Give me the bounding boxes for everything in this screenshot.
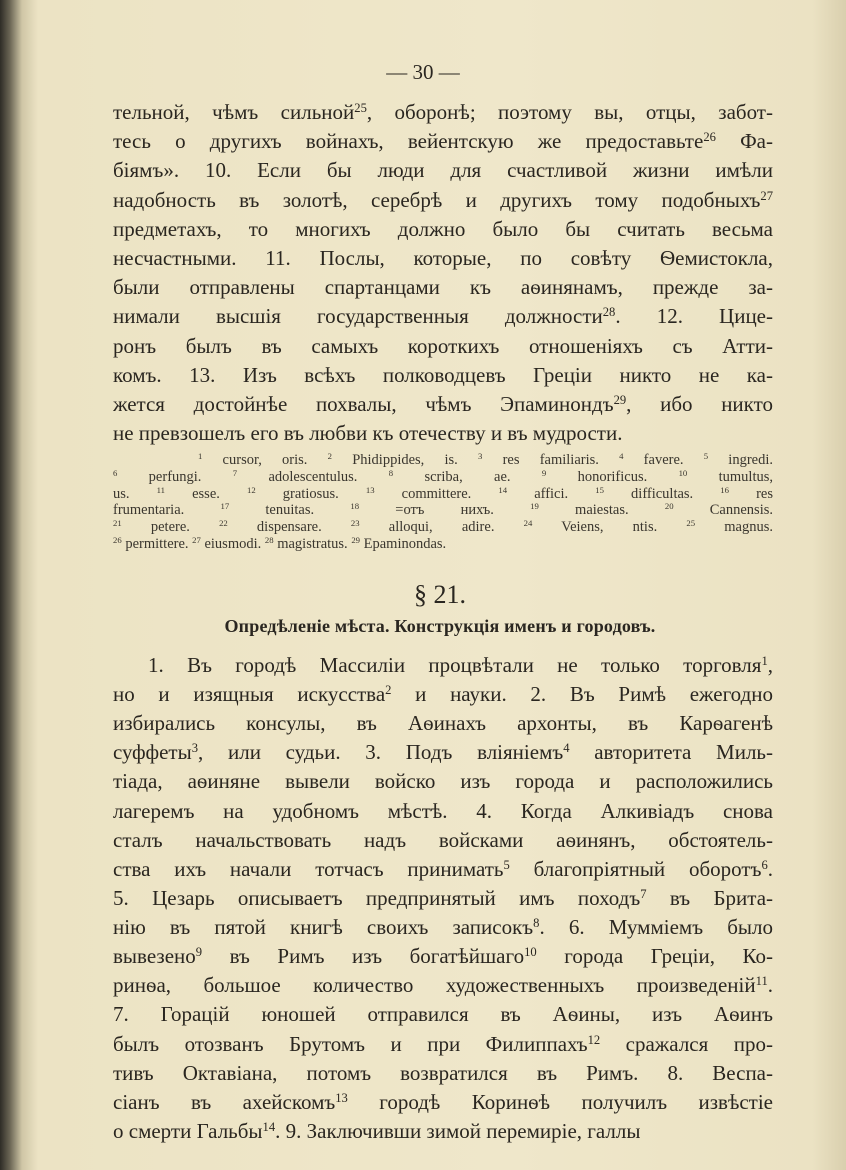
text-run: affici. [507,485,596,502]
text-run: комъ. 13. Изъ всѣхъ полководцевъ Греціи никто не ка- [113,362,773,387]
text-line [113,855,773,883]
text-run: . 9. Заключивши зимой перемиріе, галлы [275,1118,641,1143]
footnote-ref: 12 [246,484,256,495]
text-run: tenuitas. [229,502,351,519]
text-run: тіада, аѳиняне вывели войско изъ города и расположились [113,769,773,794]
footnote-ref: 21 [113,518,122,529]
footnote-line [113,535,773,553]
text-run: res familiaris. [482,452,620,468]
footnote-ref: 13 [335,1090,348,1105]
text-line [113,244,773,272]
text-run: тивъ Октавіана, потомъ возвратился въ Римъ. 8. Веспа- [113,1060,773,1085]
text-run: надобность въ золотѣ, серебрѣ и другихъ тому подобныхъ [113,187,761,212]
text-run: us. [113,485,157,502]
footnote-line [113,501,773,519]
text-run: сіанъ въ ахейскомъ [113,1089,336,1114]
text-run: cursor, oris. [202,452,328,468]
text-line [113,942,773,970]
text-run: , или судьи. 3. Подъ вліяніемъ [198,740,564,765]
footnote-ref: 12 [587,1032,601,1047]
text-run: . 12. Цице- [615,304,773,329]
text-run: былъ отозванъ Брутомъ и при Филиппахъ [113,1031,588,1056]
text-run: предметахъ, то многихъ должно было бы считать весьма [113,216,773,241]
text-run: committere. [374,485,499,502]
footnote-ref: 11 [755,974,768,989]
text-line [113,884,773,912]
footnote-ref: 28 [602,305,616,320]
text-run: tumultus, [687,468,773,485]
footnote-ref: 15 [595,484,604,495]
footnote-ref: 25 [354,101,367,116]
footnote-ref: 3 [191,741,199,756]
text-run: permittere. [121,536,193,552]
footnote-line [113,485,773,503]
text-run: лагеремъ на удобномъ мѣстѣ. 4. Когда Алкивіадъ снова [113,798,773,823]
text-line [113,1000,773,1028]
text-line [113,156,773,184]
footnote-ref: 18 [350,501,360,512]
text-run: favere. [623,452,704,468]
footnote-ref: 26 [703,130,716,145]
text-run: ринѳа, большое количество художественныхъ произведеній [113,973,756,998]
text-line [113,302,773,330]
footnote-ref: 22 [219,518,228,529]
text-run: были отправлены спартанцами къ аѳинянамъ, прежде за- [113,275,773,300]
text-line [113,215,773,243]
footnote-ref: 8 [388,468,394,479]
footnote-ref: 13 [365,484,375,495]
footnote-ref: 6 [761,857,768,872]
footnote-ref: 23 [350,518,360,529]
footnote-ref: 25 [686,518,696,529]
text-line [113,419,773,447]
text-run: dispensare. [227,519,351,536]
footnote-ref: 29 [613,393,627,408]
text-run: , [767,653,773,677]
footnote-ref: 29 [351,535,360,546]
text-run: но и изящныя искусства [113,682,386,707]
text-run: суффеты [113,740,192,765]
footnote-ref: 7 [640,887,647,902]
footnote-ref: 27 [192,535,201,546]
text-line [113,361,773,389]
footnote-ref: 27 [760,188,773,203]
text-line [113,797,773,825]
text-line [113,971,773,999]
text-line [113,738,773,766]
footnote-line [113,518,773,536]
text-run: ронъ былъ въ самыхъ короткихъ отношеніяхъ съ Атти- [113,333,773,358]
text-run: magnus. [695,519,773,536]
text-line [113,332,773,360]
text-run: и науки. 2. Въ Римѣ ежегодно [391,682,773,707]
text-run: 7. Горацій юношей отправился въ Аѳины, изъ Аѳинъ [113,1002,773,1027]
text-run: сражался про- [600,1031,773,1056]
text-run: petere. [121,519,220,536]
footnote-ref: 5 [503,857,510,872]
footnote-ref: 19 [530,501,539,512]
footnote-ref: 9 [541,468,547,479]
footnote-ref: 26 [113,535,122,546]
text-run: ства ихъ начали тотчасъ принимать [113,856,504,881]
text-run: alloqui, adire. [359,519,524,536]
text-run: въ Римъ изъ богатѣйшаго [202,944,525,969]
footnote-ref: 2 [327,451,332,462]
text-line [113,767,773,795]
text-run: сталъ начальствовать надъ войсками аѳинянъ, обстоятель- [113,827,773,852]
text-line [113,273,773,301]
footnote-ref: 20 [664,501,674,512]
footnote-ref: 1 [198,451,203,462]
text-line [113,98,773,126]
text-run: res [728,485,773,502]
text-line [113,913,773,941]
footnote-ref: 5 [703,451,709,462]
footnote-ref: 3 [478,451,483,462]
text-run: вывезено [113,944,196,969]
text-run: esse. [165,485,247,502]
text-run: авторитета Миль- [569,740,773,765]
text-run: нимали высшія государственныя должности [113,304,603,329]
text-run: не превзошелъ его въ любви къ отечеству и въ мудрости. [113,421,623,446]
text-line [113,127,773,155]
text-run: magistratus. [273,536,352,552]
text-run: города Греціи, Ко- [536,944,773,969]
text-run: ingredi. [708,452,773,468]
text-run: Cannensis. [673,502,773,519]
footnote-ref: 14 [498,484,508,495]
footnote-ref: 10 [524,945,537,960]
text-run: тельной, чѣмъ сильной [113,100,355,124]
footnote-ref: 28 [264,535,274,546]
footnote-ref: 8 [533,916,540,931]
footnote-ref: 6 [113,468,118,479]
text-run: 1. Въ городѣ Массиліи процвѣтали не только торговля [148,653,762,677]
footnote-ref: 7 [232,468,238,479]
text-run: нію въ пятой книгѣ своихъ записокъ [113,915,534,940]
text-run: о смерти Гальбы [113,1118,263,1143]
footnote-ref: 17 [220,501,230,512]
text-run: несчастными. 11. Послы, которые, по совѣту Ѳемистокла, [113,246,773,270]
text-run: =отъ нихъ. [359,502,531,519]
text-run: . 6. Мумміемъ было [539,915,773,940]
footnote-ref: 11 [156,484,165,495]
text-run: gratiosus. [255,485,366,502]
footnote-ref: 9 [195,945,203,960]
text-run: honorificus. [546,468,679,485]
text-line [113,1030,773,1058]
text-run: въ Брита- [646,885,773,910]
footnote-ref: 4 [619,451,624,462]
footnote-ref: 1 [761,654,768,669]
footnote-ref: 24 [523,518,533,529]
text-run: eiusmodi. [200,536,265,552]
text-run: Фа- [715,129,773,154]
footnote-ref: 4 [563,741,570,756]
text-run: maiestas. [538,502,665,519]
text-run: 5. Цезарь описываетъ предпринятый имъ походъ [113,885,641,910]
footnote-line [113,468,773,486]
text-run: scriba, ae. [393,468,542,485]
text-run: adolescentulus. [237,468,389,485]
text-run: perfungi. [117,468,233,485]
text-run: Epaminondas. [360,536,447,552]
text-run: біямъ». 10. Если бы люди для счастливой жизни имѣли [113,158,773,183]
text-run: Veiens, ntis. [532,519,687,536]
text-line [113,390,773,418]
text-run: благопріятный оборотъ [509,856,762,881]
section-heading: Опредѣленіе мѣста. Конструкція именъ и городовъ. [224,616,656,636]
text-run: . [767,856,773,881]
text-run: тесь о другихъ войнахъ, вейентскую же предоставьте [113,129,704,154]
footnote-ref: 2 [385,683,392,698]
text-run: Phidippides, is. [331,452,479,468]
text-line [148,651,773,679]
text-run: городѣ Коринѳѣ получилъ извѣстіе [347,1089,773,1114]
text-run: , ибо никто [626,392,773,416]
text-line [113,709,773,737]
text-run: . [767,973,773,998]
text-line [113,1117,773,1145]
page-number: — 30 — [386,60,460,84]
section-number: § 21. [414,580,466,609]
text-run: , оборонѣ; поэтому вы, отцы, забот- [366,100,773,124]
text-line [113,186,773,214]
text-run: избирались консулы, въ Аѳинахъ архонты, въ Карѳагенѣ [113,711,773,736]
footnote-ref: 16 [720,484,729,495]
footnote-ref: 14 [262,1119,276,1134]
footnote-line [198,451,773,469]
text-run: frumentaria. [113,502,221,519]
text-line [113,826,773,854]
footnote-ref: 10 [678,468,688,479]
text-run: difficultas. [603,485,721,502]
text-line [113,1088,773,1116]
text-line [113,1059,773,1087]
text-line [113,680,773,708]
text-run: жется достойнѣе похвалы, чѣмъ Эпаминондъ [113,392,614,416]
